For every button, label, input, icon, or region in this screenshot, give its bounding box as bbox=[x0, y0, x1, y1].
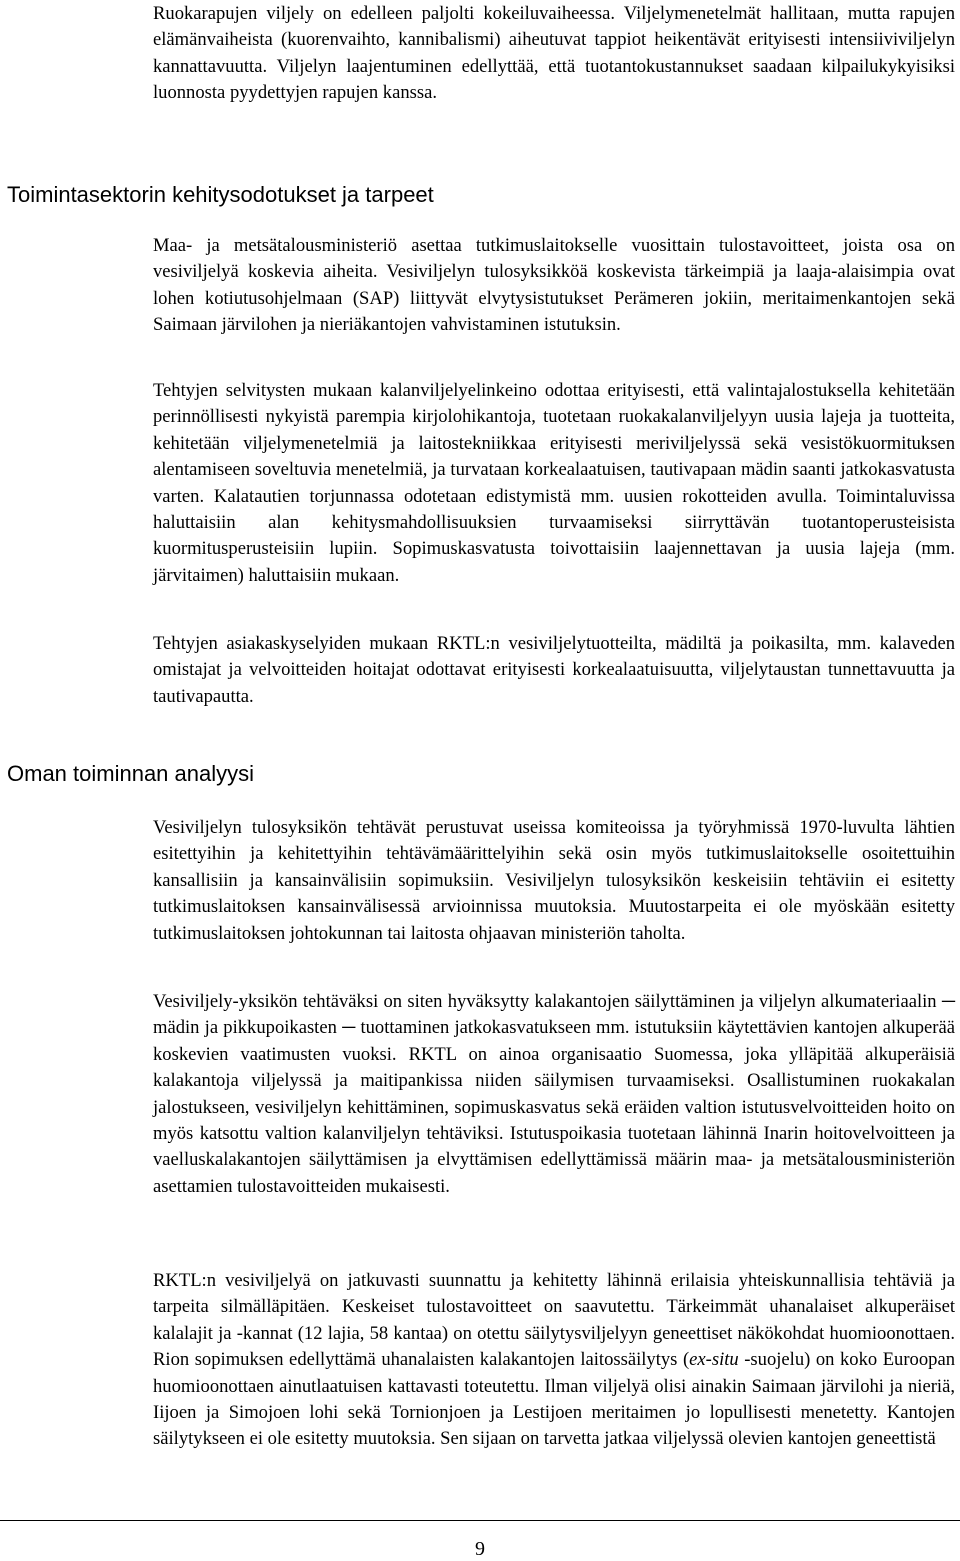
paragraph-stock-preservation: Vesiviljely-yksikön tehtäväksi on siten hyväksytty kalakantojen säilyttäminen ja viljelyn alkumateriaalin ─ mädin ja pikkupoikasten ─ tuottaminen jatkokasvatukseen mm. istutuksiin käytettävien kantojen alkuperää koskevien vaatimusten vuoksi. RKTL on ainoa organisaatio Suomessa, joka ylläpitää alkuperäisiä kalakantoja viljelyssä ja maitipankissa niiden säilymisen turvaamiseksi. Osallistuminen ruokakalan jalostukseen, vesiviljelyn kehittäminen, sopimuskasvatus sekä eräiden valtion istutusvelvoitteiden hoito on myös katsottu valtion kalanviljelyn tehtäviksi. Istutuspoikasia tuotetaan lähinnä Inarin hoitovelvoitteen ja vaelluskalakantojen säilyttämisen ja elvyttämisen edellyttämissä määrin maa- ja metsätalousministeriön asettamien tulostavoitteiden mukaisesti. bbox=[153, 991, 955, 1197]
paragraph-unit-tasks: Vesiviljelyn tulosyksikön tehtävät perustuvat useissa komiteoissa ja työryhmissä 1970-luvulta lähtien esitettyihin ja kehitettyihin tehtävämäärittelyihin sekä osin myös tutkimuslaitokselle osoitettuihin kansallisiin ja kansainvälisiin sopimuksiin. Vesiviljelyn tulosyksikön keskeisiin tehtäviin ei esitetty tutkimuslaitoksen kansainvälisessä arvioinnissa muutoksia. Muutostarpeita ei ole myöskään esitetty tutkimuslaitoksen johtokunnan tai laitosta ohjaavan ministeriön taholta. bbox=[153, 817, 955, 944]
paragraph-rktl-text-start: RKTL:n vesiviljelyä on jatkuvasti suunnattu ja kehitetty lähinnä erilaisia yhteiskunnallisia tehtäviä ja tarpeita silmälläpitäen. Keskeiset tulostavoitteet on saavutettu. Tärkeimmät uhanalaiset alkuperäiset kalalajit ja -kannat (12 lajia, 58 kantaa) on otettu säilytysviljelyyn geneettiset näkökohdat huomioonottaen. Rion sopimuksen edellyttämä uhanalaisten kalakantojen laitossäilytys ( bbox=[153, 1270, 955, 1371]
paragraph-crayfish-farming: Ruokarapujen viljely on edelleen paljolti kokeiluvaiheessa. Viljelymenetelmät hallitaan, mutta rapujen elämänvaiheista (kuorenvaihto, kannibalismi) aiheutuvat tappiot heikentävät erityisesti intensiiviviljelyn kannattavuutta. Viljelyn laajentuminen edellyttää, että tuotantokustannukset saadaan kilpailukykyisiksi luonnosta pyydettyjen rapujen kanssa. bbox=[153, 3, 955, 104]
paragraph-rktl-text-end: -suojelu) on koko Euroopan huomioonottaen ainutlaatuisen kattavasti toteutettu. Ilman viljelyä olisi ainakin Saimaan järvilohi ja nieriä, Iijoen ja Simojoen lohi sekä Tornionjoen ja Lestijoen meritaimen jo lopullisesti menetetty. Kantojen säilytykseen ei ole esitetty muutoksia. Sen sijaan on tarvetta jatkaa viljelyssä olevien kantojen geneettistä bbox=[153, 1349, 955, 1450]
paragraph-rktl-achievements bbox=[153, 1268, 955, 1453]
heading-own-analysis: Oman toiminnan analyysi bbox=[7, 761, 255, 786]
heading-sector-expectations: Toimintasektorin kehitysodotukset ja tarpeet bbox=[7, 182, 434, 207]
paragraph-industry-expectations: Tehtyjen selvitysten mukaan kalanviljelyelinkeino odottaa erityisesti, että valintajalostuksella kehitetään perinnöllisesti nykyistä parempia kirjolohikantoja, tuotetaan ruokakalanviljelyyn uusia lajeja ja tuotteita, kehitetään viljelymenetelmiä ja laitostekniikkaa erityisesti meriviljelyssä sekä vesistökuormituksen alentamiseen soveltuvia menetelmiä, ja turvataan korkealaatuisen, tautivapaan mädin saanti jatkokasvatusta varten. Kalatautien torjunnassa odotetaan edistymistä mm. uusien rokotteiden avulla. Toimintaluvissa haluttaisiin alan kehitysmahdollisuuksien turvaamiseksi siirryttävän tuotantoperusteisista kuormitusperusteisiin lupiin. Sopimuskasvatusta toivottaisiin laajennettavan ja uusia lajeja (mm. järvitaimen) haluttaisiin mukaan. bbox=[153, 380, 955, 586]
page-number: 9 bbox=[475, 1538, 485, 1560]
paragraph-customer-survey: Tehtyjen asiakaskyselyiden mukaan RKTL:n vesiviljelytuotteilta, mädiltä ja poikasilta, mm. kalaveden omistajat ja velvoitteiden hoitajat odottavat erityisesti korkealaatuisuutta, viljelytaustan tunnettavuutta ja tautivapautta. bbox=[153, 633, 955, 707]
paragraph-rktl-emphasis: ex-situ bbox=[689, 1349, 739, 1371]
paragraph-ministry-targets: Maa- ja metsätalousministeriö asettaa tutkimuslaitokselle vuosittain tulostavoitteet, joista osa on vesiviljelyä koskevia aiheita. Vesiviljelyn tulosyksikköä koskevista tärkeimpiä ja laaja-alaisimpia ovat lohen kotiutusohjelmaan (SAP) liittyvät elvytysistutukset Perämeren jokiin, meritaimenkantojen sekä Saimaan järvilohen ja nieriäkantojen vahvistaminen istutuksin. bbox=[153, 235, 955, 336]
footer-divider bbox=[0, 1520, 960, 1521]
